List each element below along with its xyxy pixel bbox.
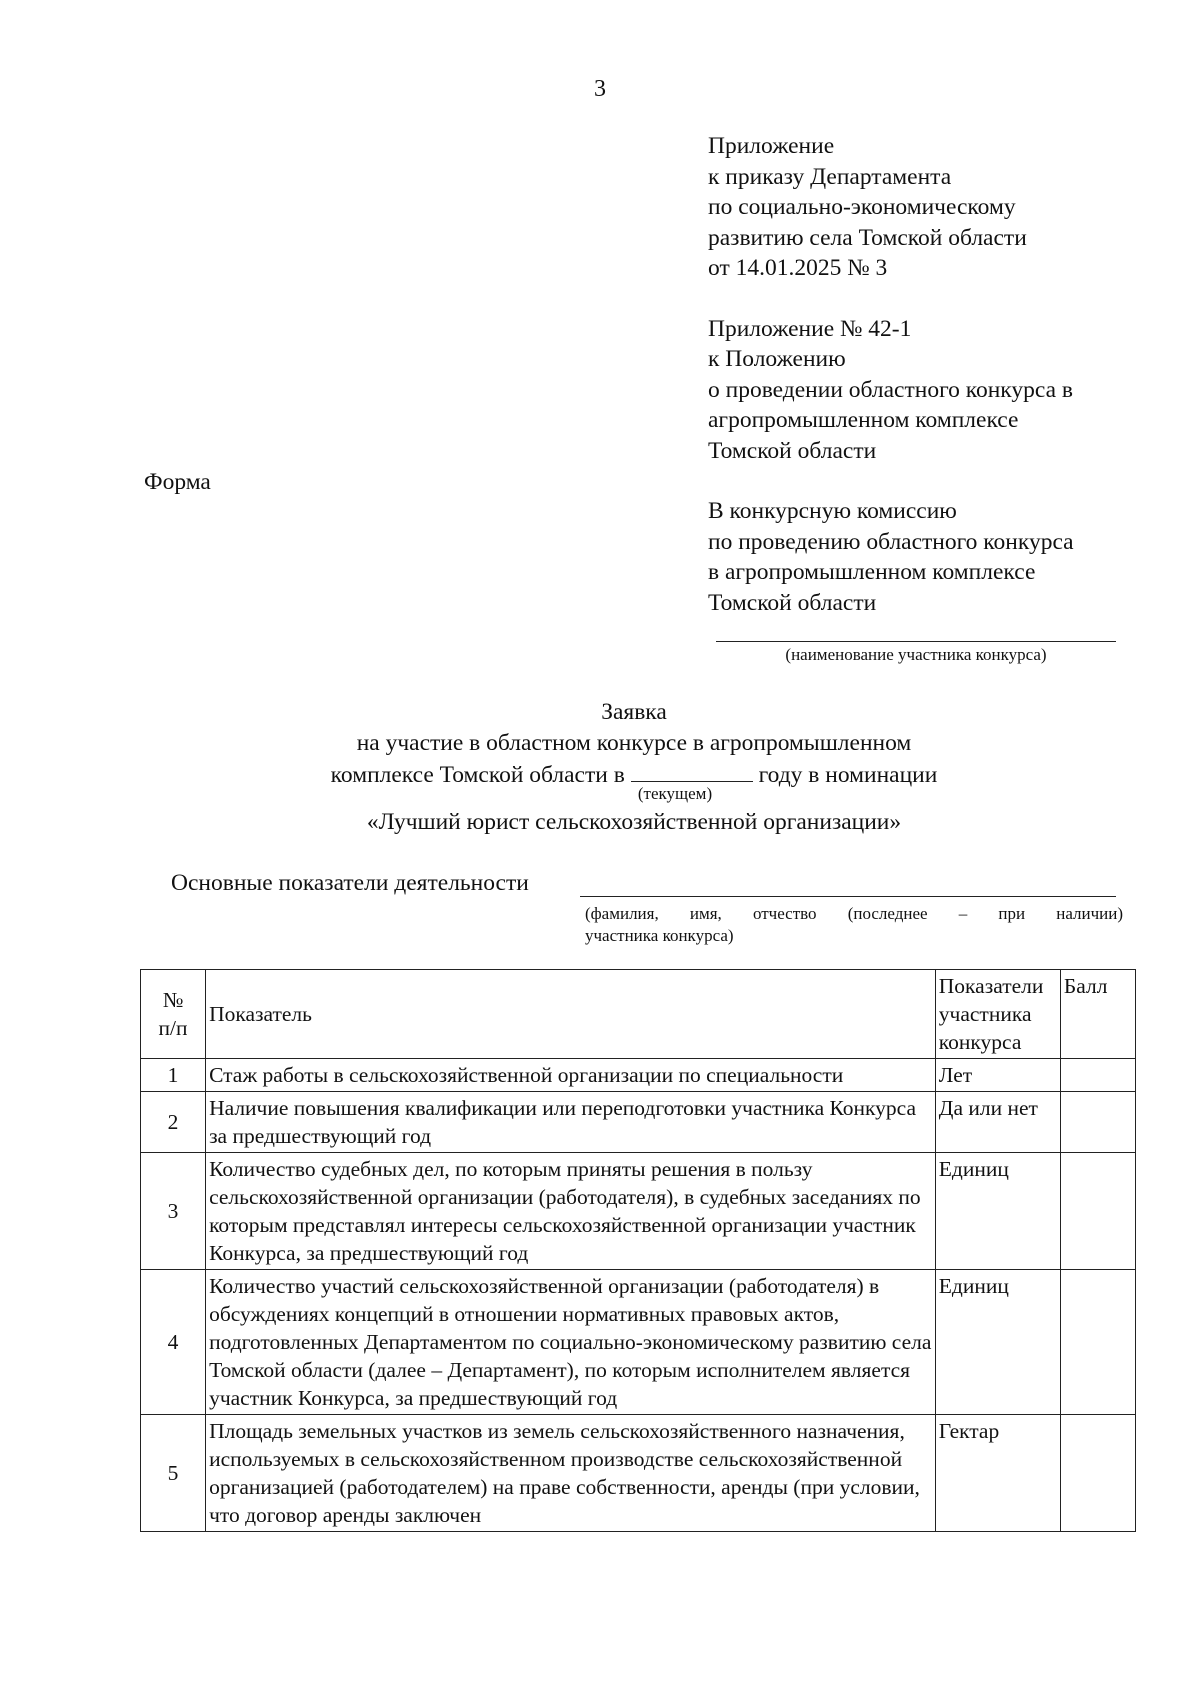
- row-unit: Гектар: [935, 1415, 1060, 1532]
- row-score-cell[interactable]: [1060, 1092, 1135, 1153]
- header-num-symbol: №: [162, 988, 184, 1012]
- approval-line: развитию села Томской области: [708, 224, 1027, 251]
- row-num: 1: [141, 1059, 206, 1092]
- participant-name-caption: (наименование участника конкурса): [785, 645, 1047, 664]
- addressee-line: по проведению областного конкурса: [708, 528, 1074, 555]
- row-num: 3: [141, 1153, 206, 1270]
- row-score-cell[interactable]: [1060, 1153, 1135, 1270]
- addressee-line: В конкурсную комиссию: [708, 498, 957, 524]
- nomination-title: «Лучший юрист сельскохозяйственной организации»: [366, 809, 902, 835]
- approval-line: от 14.01.2025 № 3: [708, 255, 888, 281]
- row-indicator: Количество участий сельскохозяйственной организации (работодателя) в обсуждениях концепций в отношении нормативных правовых актов, подготовленных Департаментом по социально-экономическому развитию села Томской области (далее – Департамент), по которым исполнителем является участник Конкурса, за предшествующий год: [206, 1270, 936, 1415]
- row-num: 5: [141, 1415, 206, 1532]
- appendix-line: Томской области: [708, 437, 877, 464]
- row-unit: Единиц: [935, 1153, 1060, 1270]
- year-caption: (текущем): [637, 784, 713, 803]
- row-unit: Единиц: [935, 1270, 1060, 1415]
- approval-block: [708, 131, 1074, 618]
- application-title: [0, 697, 1200, 791]
- title-line-part: году в номинации: [758, 762, 938, 788]
- row-indicator: Наличие повышения квалификации или переподготовки участника Конкурса за предшествующий год: [206, 1092, 936, 1153]
- table-header-row: [141, 970, 1136, 1059]
- approval-line: к приказу Департамента: [708, 163, 952, 190]
- appendix-line: Приложение № 42-1: [708, 315, 912, 342]
- appendix-line: о проведении областного конкурса в: [708, 376, 1074, 403]
- row-score-cell[interactable]: [1060, 1270, 1135, 1415]
- row-indicator: Площадь земельных участков из земель сельскохозяйственного назначения, используемых в сельскохозяйственном производстве сельскохозяйственной организацией (работодателем) на праве собственности, аренды (при условии, что договор аренды заключен: [206, 1415, 936, 1532]
- fio-caption: участника конкурса): [585, 926, 734, 945]
- fio-caption: (фамилия, имя, отчество (последнее – при наличии): [585, 904, 1123, 923]
- row-num: 4: [141, 1270, 206, 1415]
- title-line: Заявка: [601, 699, 667, 725]
- form-label: Форма: [144, 469, 211, 495]
- title-line-part: комплексе Томской области в: [330, 762, 625, 788]
- row-num: 2: [141, 1092, 206, 1153]
- indicators-table: [140, 969, 1136, 1532]
- header-participant-values: Показатели участника конкурса: [935, 970, 1060, 1059]
- table-row: [141, 1415, 1136, 1532]
- approval-line: Приложение: [708, 133, 835, 159]
- addressee-line: Томской области: [708, 589, 877, 616]
- indicators-label: Основные показатели деятельности: [171, 870, 529, 896]
- approval-line: по социально-экономическому: [708, 194, 1016, 220]
- row-unit: Лет: [935, 1059, 1060, 1092]
- page-number: 3: [594, 76, 606, 102]
- header-indicator: Показатель: [206, 970, 936, 1059]
- row-score-cell[interactable]: [1060, 1415, 1135, 1532]
- header-score: Балл: [1060, 970, 1135, 1059]
- appendix-line: агропромышленном комплексе: [708, 407, 1019, 433]
- header-num-abbr: п/п: [158, 1016, 188, 1040]
- table-row: [141, 1270, 1136, 1415]
- appendix-line: к Положению: [708, 346, 846, 372]
- participant-name-field[interactable]: [716, 641, 1116, 642]
- year-field[interactable]: [631, 759, 753, 782]
- title-line: на участие в областном конкурсе в агропромышленном: [356, 730, 912, 756]
- table-row: [141, 1092, 1136, 1153]
- header-num: [141, 970, 206, 1059]
- row-indicator: Количество судебных дел, по которым приняты решения в пользу сельскохозяйственной организации (работодателя), в судебных заседаниях по которым представлял интересы сельскохозяйственной организации участник Конкурса, за предшествующий год: [206, 1153, 936, 1270]
- row-unit: Да или нет: [935, 1092, 1060, 1153]
- addressee-line: в агропромышленном комплексе: [708, 559, 1036, 585]
- table-row: [141, 1153, 1136, 1270]
- participant-fio-field[interactable]: [580, 896, 1116, 897]
- row-indicator: Стаж работы в сельскохозяйственной организации по специальности: [206, 1059, 936, 1092]
- row-score-cell[interactable]: [1060, 1059, 1135, 1092]
- table-row: [141, 1059, 1136, 1092]
